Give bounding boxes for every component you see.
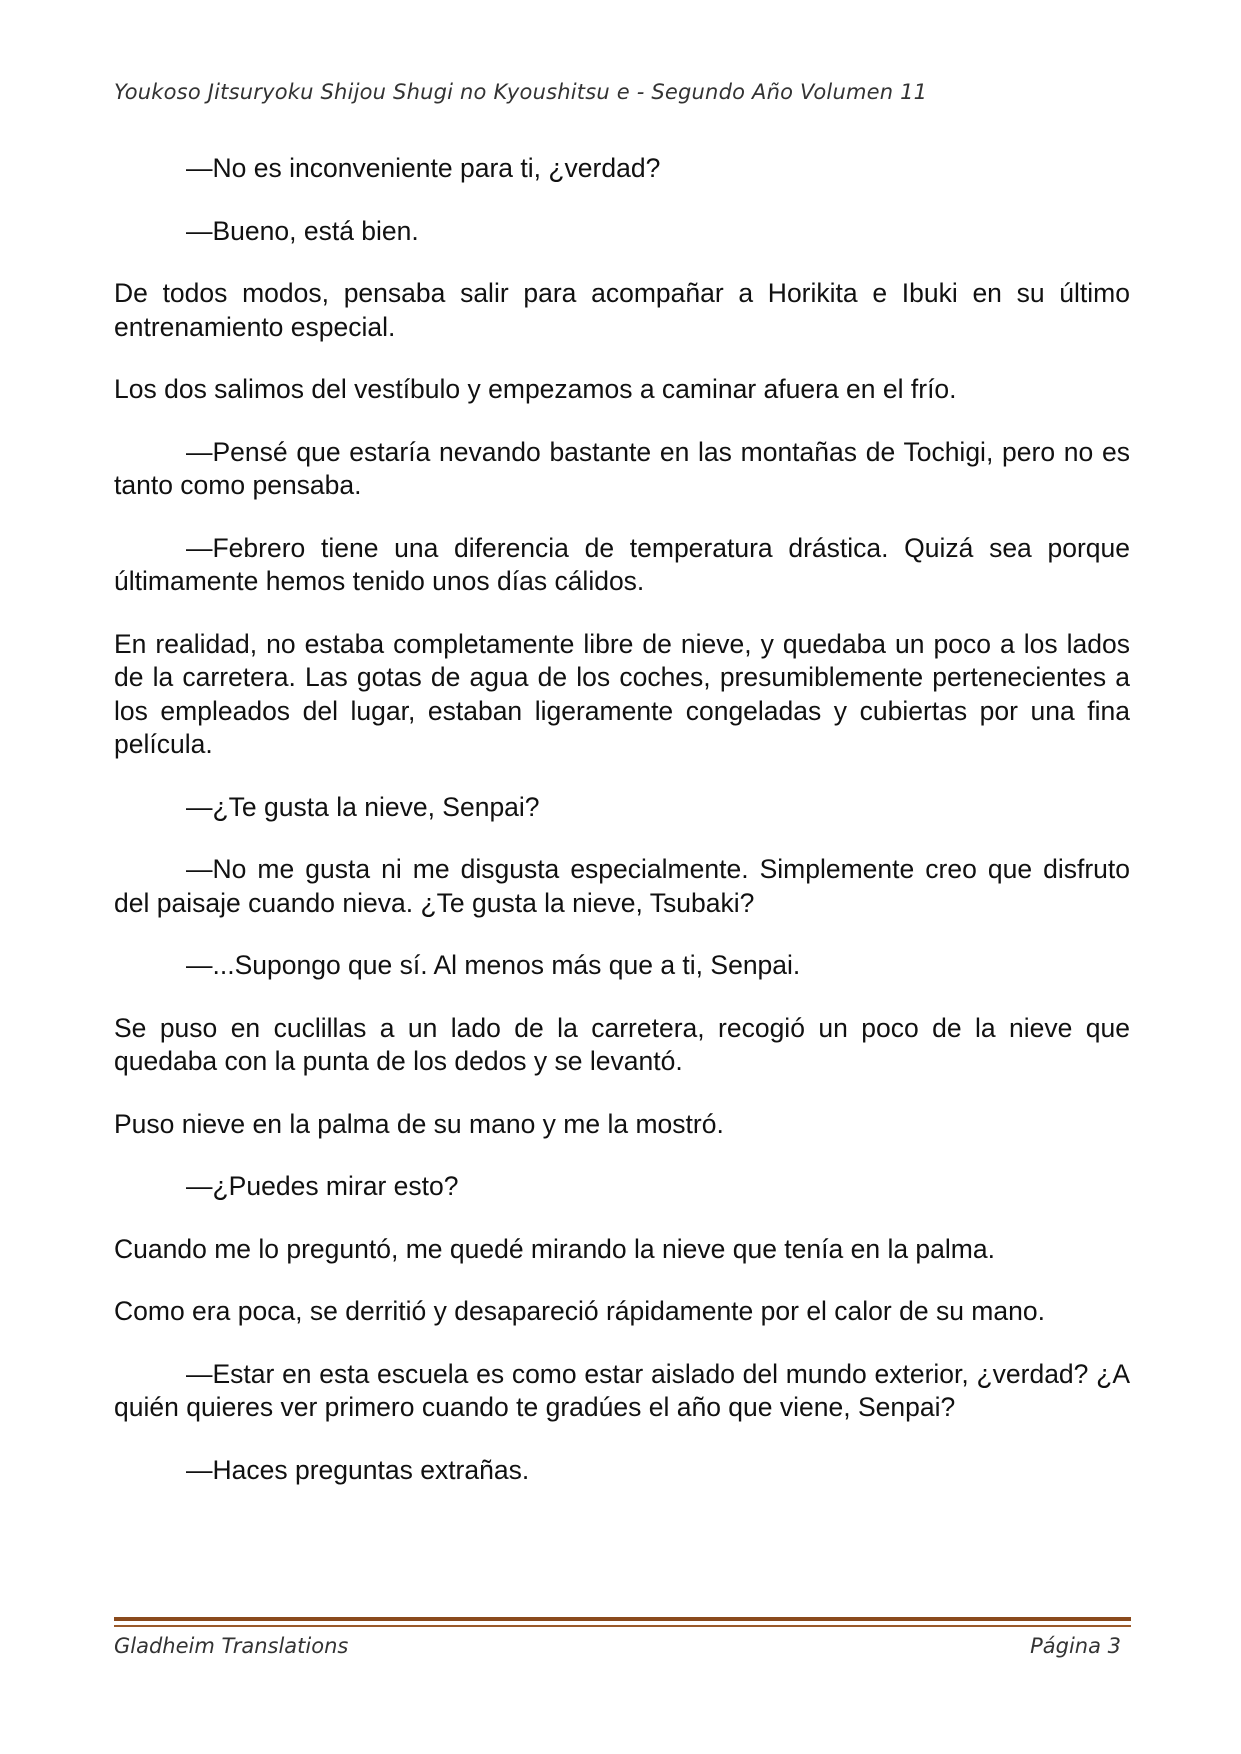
paragraph: De todos modos, pensaba salir para acompañar a Horikita e Ibuki en su último entrenamiento especial. xyxy=(114,278,1130,342)
paragraph: Se puso en cuclillas a un lado de la carretera, recogió un poco de la nieve que quedaba con la punta de los dedos y se levantó. xyxy=(114,1012,1130,1076)
paragraph: Puso nieve en la palma de su mano y me la mostró. xyxy=(114,1108,724,1139)
paragraph: —Febrero tiene una diferencia de temperatura drástica. Quizá sea porque últimamente hemos tenido unos días cálidos. xyxy=(114,532,1130,596)
paragraph: Los dos salimos del vestíbulo y empezamos a caminar afuera en el frío. xyxy=(114,374,957,404)
page-body xyxy=(114,152,1130,1516)
footer-page-number: Página 3 xyxy=(1030,1634,1121,1658)
paragraph: En realidad, no estaba completamente libre de nieve, y quedaba un poco a los lados de la carretera. Las gotas de agua de los coches, presumiblemente pertenecientes a los empleados del lugar, estaban ligeramente congeladas y cubiertas por una fina película. xyxy=(114,628,1130,759)
paragraph: —Bueno, está bien. xyxy=(186,215,419,246)
footer-translator: Gladheim Translations xyxy=(114,1634,349,1658)
paragraph: —Haces preguntas extrañas. xyxy=(186,1454,530,1485)
paragraph: Como era poca, se derritió y desapareció rápidamente por el calor de su mano. xyxy=(114,1296,1045,1326)
paragraph: —No me gusta ni me disgusta especialmente. Simplemente creo que disfruto del paisaje cuando nieva. ¿Te gusta la nieve, Tsubaki? xyxy=(114,854,1130,918)
paragraph: —¿Puedes mirar esto? xyxy=(186,1171,459,1201)
footer-rule-thick xyxy=(114,1617,1131,1621)
paragraph: —Estar en esta escuela es como estar aislado del mundo exterior, ¿verdad? ¿A quién quieres ver primero cuando te gradúes el año que viene, Senpai? xyxy=(114,1358,1130,1422)
paragraph: —¿Te gusta la nieve, Senpai? xyxy=(186,791,540,822)
paragraph: Cuando me lo preguntó, me quedé mirando la nieve que tenía en la palma. xyxy=(114,1233,995,1264)
footer-rule-thin xyxy=(114,1625,1131,1627)
paragraph: —Pensé que estaría nevando bastante en las montañas de Tochigi, pero no es tanto como pensaba. xyxy=(114,436,1130,500)
paragraph: —No es inconveniente para ti, ¿verdad? xyxy=(186,153,661,183)
paragraph: —...Supongo que sí. Al menos más que a ti, Senpai. xyxy=(186,950,801,980)
running-header: Youkoso Jitsuryoku Shijou Shugi no Kyoushitsu e - Segundo Año Volumen 11 xyxy=(114,80,928,104)
